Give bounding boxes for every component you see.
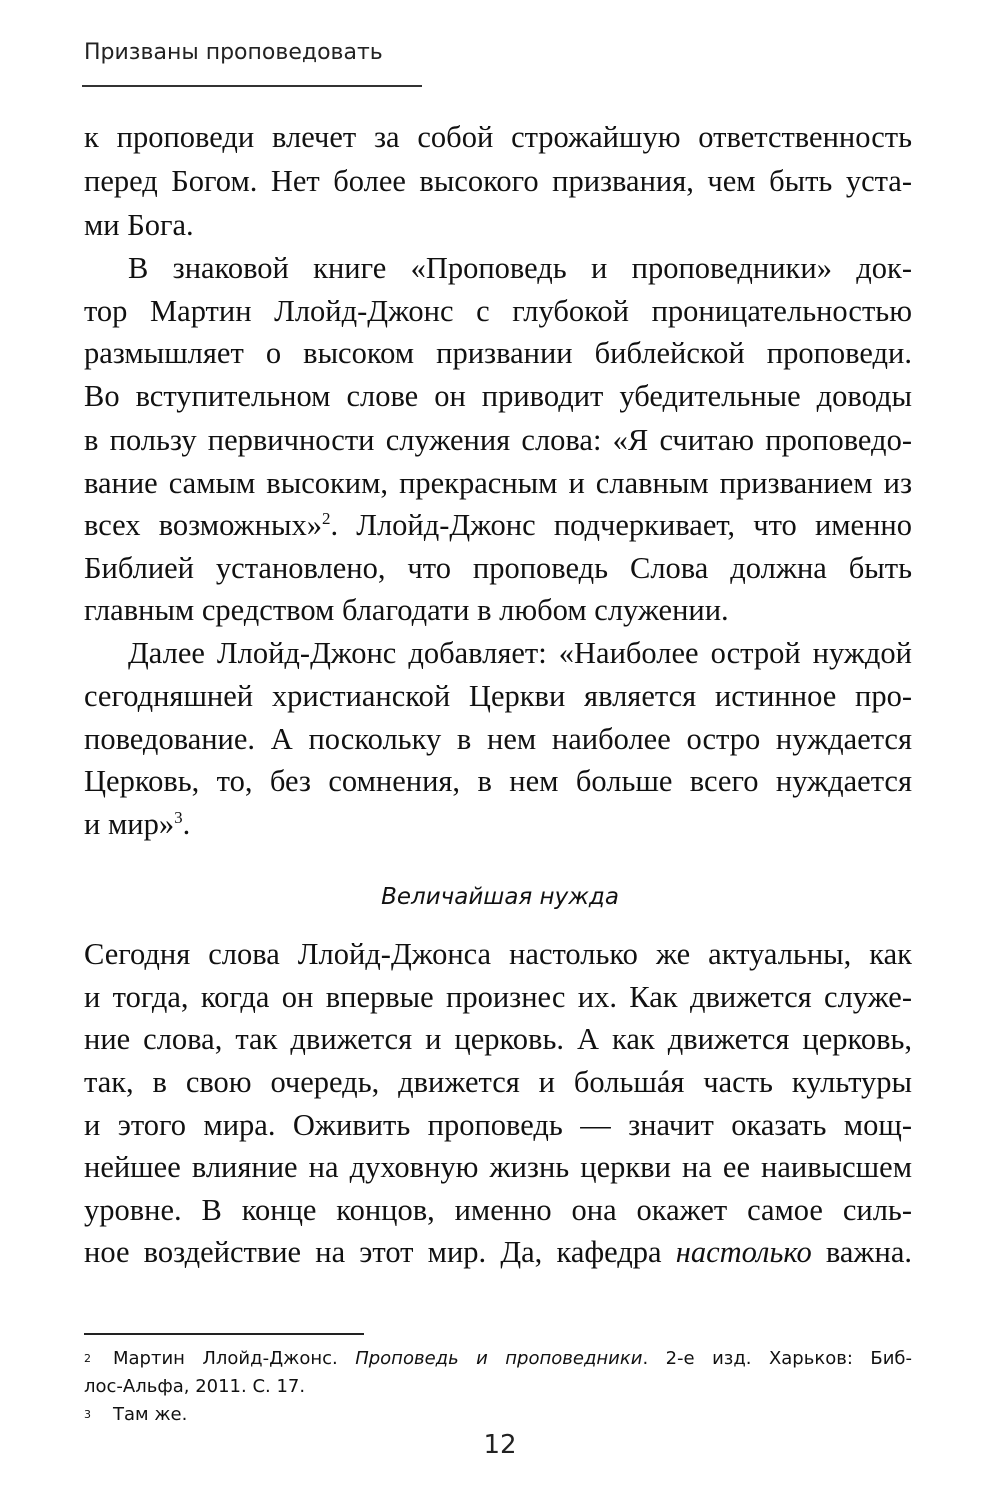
footnote-ref: 2 <box>321 508 331 528</box>
text-line <box>84 1149 912 1185</box>
text-segment: и мир» <box>84 807 175 841</box>
text-segment: . <box>182 807 191 841</box>
text-segment: в пользу первичности служения слова: «Я считаю проповедо- <box>84 423 912 457</box>
text-line <box>84 119 912 155</box>
text-segment: к проповеди влечет за собой строжайшую ответственность <box>84 120 912 154</box>
footnote-2-continued: лос-Альфа, 2011. С. 17. <box>84 1376 306 1397</box>
text-segment: поведование. А поскольку в нем наиболее остро нуждается <box>84 722 912 756</box>
text-line <box>128 250 912 286</box>
text-line <box>84 678 912 714</box>
text-line <box>84 207 912 243</box>
text-segment: главным средством благодати в любом служении. <box>84 593 729 627</box>
text-line <box>84 806 912 842</box>
text-segment: Церковь, то, без сомнения, в нем больше всего нуждается <box>84 764 912 798</box>
text-segment: всех возможных» <box>84 508 322 542</box>
text-segment: нейшее влияние на духовную жизнь церкви на ее наивысшем <box>84 1150 912 1184</box>
text-line <box>84 1021 912 1057</box>
text-segment: вание самым высоким, прекрасным и славным призванием из <box>84 466 912 500</box>
text-segment: . Ллойд-Джонс подчеркивает, что именно <box>330 508 912 542</box>
text-line <box>84 465 912 501</box>
text-segment: Далее Ллойд-Джонс добавляет: «Наиболее острой нуждой <box>128 636 912 670</box>
text-segment: перед Богом. Нет более высокого призвания, чем быть уста- <box>84 164 912 198</box>
footnote-ref: 3 <box>174 807 183 827</box>
text-line <box>84 335 912 371</box>
text-segment: важна. <box>811 1235 912 1269</box>
text-segment: сегодняшней христианской Церкви является истинное про- <box>84 679 912 713</box>
footnote-2: $^2$ Мартин Ллойд-Джонс. Проповедь и проповедники. 2-е изд. Харьков: Биб- <box>84 1348 912 1369</box>
text-line <box>128 635 912 671</box>
section-subheading: Величайшая нужда <box>381 884 619 910</box>
text-line <box>84 979 912 1015</box>
text-segment: ми Бога. <box>84 208 194 242</box>
text-segment: тор Мартин Ллойд-Джонс с глубокой проницательностью <box>84 294 912 328</box>
footnote-rule <box>84 1333 364 1335</box>
text-line <box>84 592 912 628</box>
text-segment: ние слова, так движется и церковь. А как движется церковь, <box>84 1022 912 1056</box>
text-segment: В знаковой книге «Проповедь и проповедники» док- <box>128 251 912 285</box>
text-segment: и этого мира. Оживить проповедь — значит оказать мощ- <box>84 1108 912 1142</box>
text-line <box>84 163 912 199</box>
header-rule <box>82 85 422 87</box>
text-line <box>84 422 912 458</box>
text-line <box>84 721 912 757</box>
text-line <box>84 293 912 329</box>
text-segment: уровне. В конце концов, именно она окажет самое силь- <box>84 1193 912 1227</box>
page-number: 12 <box>483 1430 517 1460</box>
text-line <box>84 378 912 414</box>
footnote-3: $^3$ Там же. <box>84 1404 188 1425</box>
text-segment: настолько <box>675 1235 812 1269</box>
text-line <box>84 1107 912 1143</box>
text-line <box>84 1192 912 1228</box>
text-line <box>84 936 912 972</box>
text-line <box>84 507 912 543</box>
text-segment: Библией установлено, что проповедь Слова должна быть <box>84 551 912 585</box>
text-segment: размышляет о высоком призвании библейской проповеди. <box>84 336 912 370</box>
text-line <box>84 1234 912 1270</box>
running-header: Призваны проповедовать <box>84 40 383 65</box>
text-line <box>84 1064 912 1100</box>
text-segment: Сегодня слова Ллойд-Джонса настолько же актуальны, как <box>84 937 912 971</box>
text-segment: ное воздействие на этот мир. Да, кафедра <box>84 1235 676 1269</box>
text-line <box>84 763 912 799</box>
text-segment: и тогда, когда он впервые произнес их. Как движется служе- <box>84 980 912 1014</box>
text-segment: так, в свою очередь, движется и большáя часть культуры <box>84 1065 912 1099</box>
text-line <box>84 550 912 586</box>
text-segment: Во вступительном слове он приводит убедительные доводы <box>84 379 912 413</box>
